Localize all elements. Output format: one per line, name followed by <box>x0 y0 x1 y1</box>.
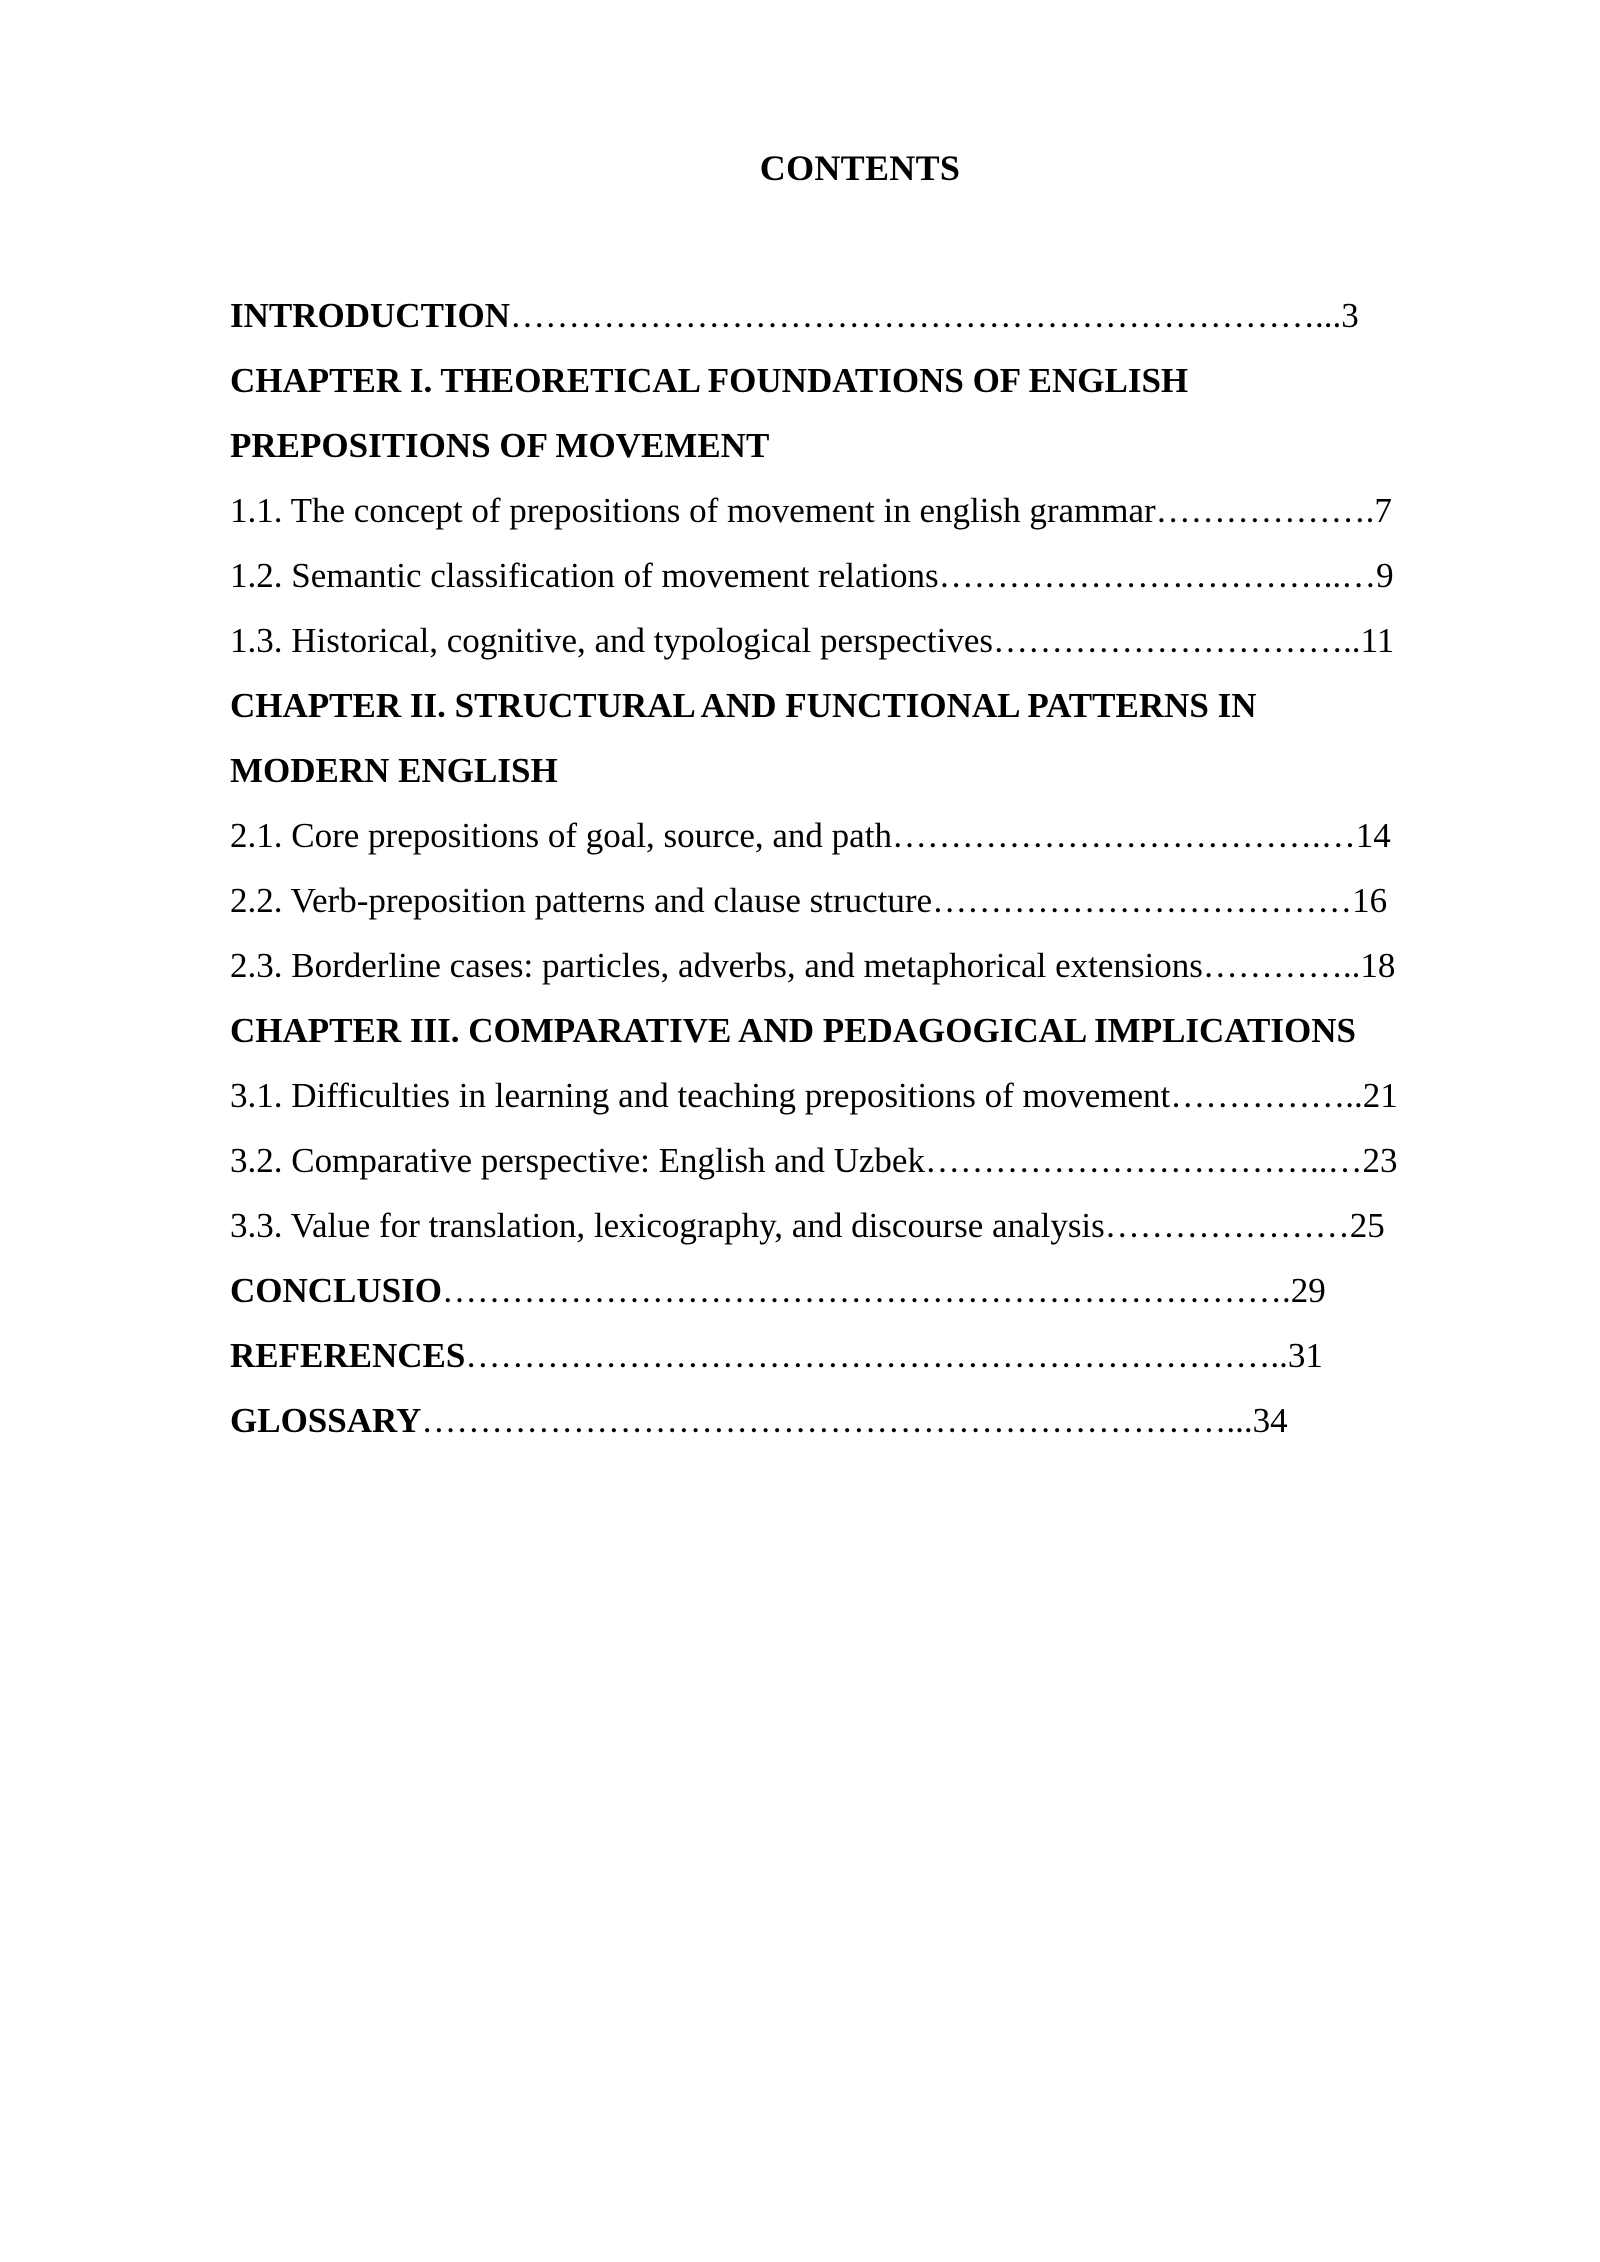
toc-entry-1-1 <box>230 478 1490 543</box>
toc-leader-dots: ……………………………..… <box>924 1141 1363 1180</box>
toc-leader-dots: …………….. <box>1170 1076 1363 1115</box>
toc-entry-2-2 <box>230 868 1490 933</box>
toc-entry-chapter-2-line-2 <box>230 738 1490 803</box>
toc-page-number: 18 <box>1360 946 1396 985</box>
toc-entry-1-3 <box>230 608 1490 673</box>
toc-entry-text: 2.3. Borderline cases: particles, adverbs, and metaphorical extensions <box>230 946 1203 985</box>
table-of-contents <box>230 283 1490 1453</box>
toc-page-number: 23 <box>1362 1141 1398 1180</box>
toc-entry-3-2 <box>230 1128 1490 1193</box>
toc-page-number: 29 <box>1290 1271 1326 1310</box>
toc-page-number: 11 <box>1360 621 1395 660</box>
toc-entry-text: REFERENCES <box>230 1336 466 1375</box>
toc-entry-text: 1.3. Historical, cognitive, and typological perspectives <box>230 621 993 660</box>
toc-page-number: 34 <box>1252 1401 1288 1440</box>
toc-leader-dots: ……………………………………………………………... <box>421 1401 1253 1440</box>
toc-entry-text: PREPOSITIONS OF MOVEMENT <box>230 426 770 465</box>
toc-entry-text: 3.2. Comparative perspective: English and Uzbek <box>230 1141 925 1180</box>
toc-entry-3-3 <box>230 1193 1490 1258</box>
toc-entry-2-3 <box>230 933 1490 998</box>
toc-leader-dots: …………………………………………………………….. <box>465 1336 1288 1375</box>
toc-entry-text: 2.1. Core prepositions of goal, source, and path <box>230 816 892 855</box>
toc-entry-text: CHAPTER III. COMPARATIVE AND PEDAGOGICAL IMPLICATIONS <box>230 1011 1356 1050</box>
toc-page-number: 7 <box>1374 491 1392 530</box>
toc-entry-text: GLOSSARY <box>230 1401 422 1440</box>
toc-leader-dots: ……………………………….… <box>891 816 1356 855</box>
toc-entry-text: 3.3. Value for translation, lexicography, and discourse analysis <box>230 1206 1105 1245</box>
toc-page-number: 16 <box>1352 881 1388 920</box>
toc-page-number: 3 <box>1341 296 1359 335</box>
toc-entry-text: 1.2. Semantic classification of movement relations <box>230 556 939 595</box>
toc-entry-text: 2.2. Verb-preposition patterns and clause structure <box>230 881 933 920</box>
toc-leader-dots: ………….. <box>1202 946 1361 985</box>
toc-entry-text: MODERN ENGLISH <box>230 751 558 790</box>
toc-entry-chapter-3 <box>230 998 1490 1063</box>
toc-entry-text: CHAPTER I. THEORETICAL FOUNDATIONS OF ENGLISH <box>230 361 1189 400</box>
toc-entry-chapter-1-line-1 <box>230 348 1490 413</box>
toc-entry-text: CHAPTER II. STRUCTURAL AND FUNCTIONAL PATTERNS IN <box>230 686 1257 725</box>
toc-page-number: 14 <box>1355 816 1391 855</box>
toc-entry-text: 1.1. The concept of prepositions of movement in english grammar <box>230 491 1156 530</box>
toc-leader-dots: ………………………….. <box>993 621 1361 660</box>
toc-page-number: 31 <box>1287 1336 1323 1375</box>
toc-entry-conclusion <box>230 1258 1490 1323</box>
toc-leader-dots: ……………………………..… <box>938 556 1377 595</box>
toc-entry-text: 3.1. Difficulties in learning and teaching prepositions of movement <box>230 1076 1171 1115</box>
toc-entry-text: CONCLUSIO <box>230 1271 442 1310</box>
toc-entry-2-1 <box>230 803 1490 868</box>
toc-leader-dots: ……………………………………………………………... <box>510 296 1342 335</box>
toc-leader-dots: ……………………………… <box>932 881 1353 920</box>
contents-title: CONTENTS <box>759 148 961 188</box>
toc-entry-1-2 <box>230 543 1490 608</box>
toc-entry-chapter-2-line-1 <box>230 673 1490 738</box>
toc-leader-dots: ………………………………………………………………. <box>441 1271 1291 1310</box>
toc-entry-glossary <box>230 1388 1490 1453</box>
toc-page-number: 9 <box>1376 556 1394 595</box>
toc-entry-3-1 <box>230 1063 1490 1128</box>
toc-entry-text: INTRODUCTION <box>230 296 511 335</box>
toc-entry-references <box>230 1323 1490 1388</box>
toc-leader-dots: ………………. <box>1155 491 1375 530</box>
toc-entry-introduction <box>230 283 1490 348</box>
toc-leader-dots: ………………… <box>1104 1206 1350 1245</box>
toc-entry-chapter-1-line-2 <box>230 413 1490 478</box>
toc-page-number: 25 <box>1349 1206 1385 1245</box>
toc-page-number: 21 <box>1362 1076 1398 1115</box>
